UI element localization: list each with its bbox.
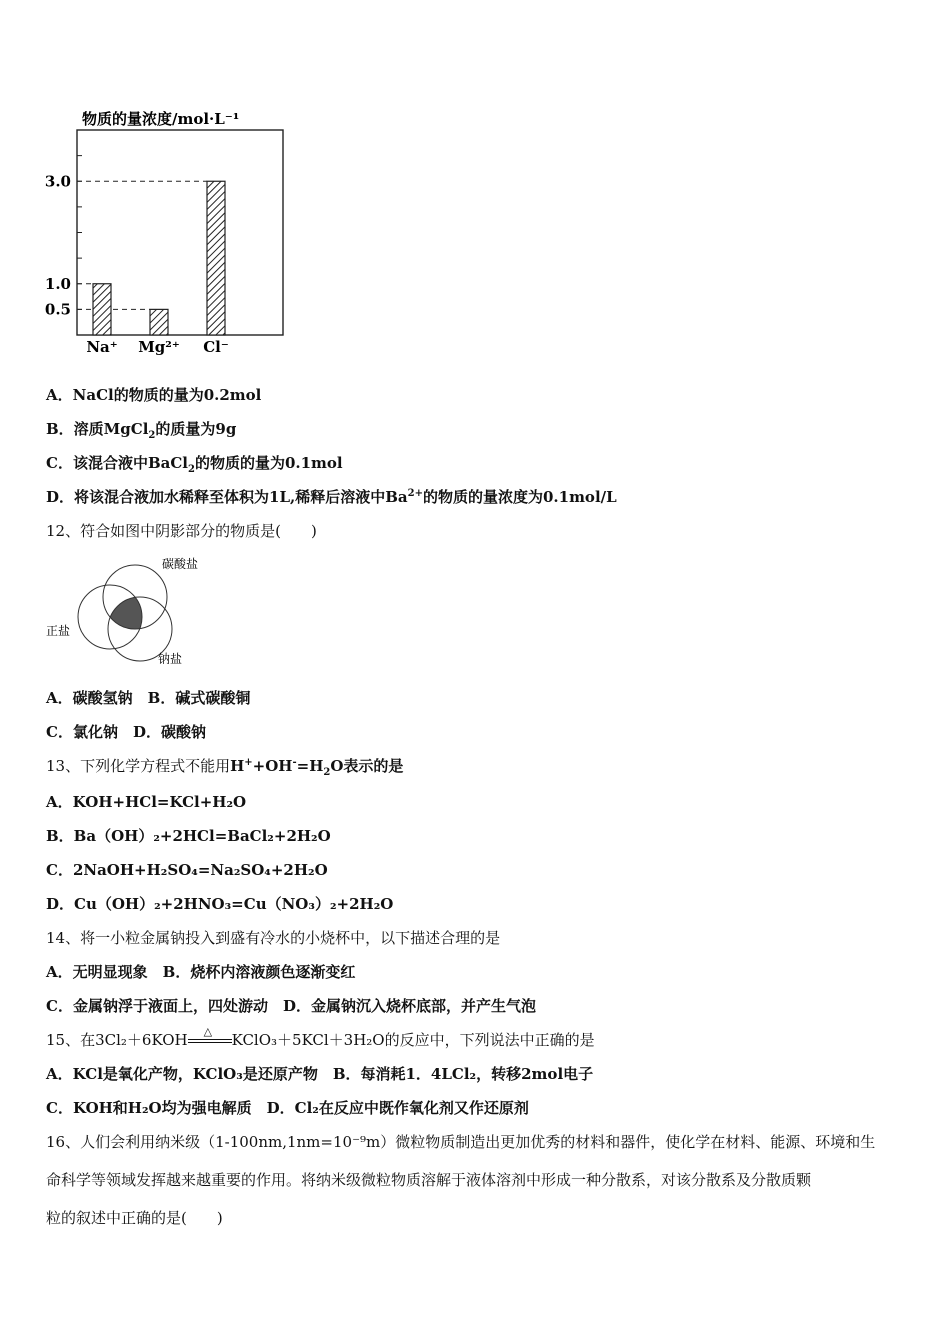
- q15-options-cd: C．KOH和H₂O均为强电解质 D．Cl₂在反应中既作氧化剂又作还原剂: [46, 1099, 529, 1117]
- q16-stem-line2: 命科学等领域发挥越来越重要的作用。将纳米级微粒物质溶解于液体溶剂中形成一种分散系，对该分散系及分散质颗: [46, 1171, 812, 1189]
- q11-option-d: D．将该混合液加水稀释至体积为1L,稀释后溶液中$Ba^{2+}$的物质的量浓度为0.1mol/L: [46, 488, 617, 506]
- x-label-2: Cl⁻: [203, 338, 229, 356]
- q12-options-cd: C．氯化钠 D．碳酸钠: [46, 723, 206, 741]
- chart-title: 物质的量浓度/mol·L⁻¹: [82, 110, 240, 128]
- concentration-bar-chart: [40, 100, 300, 365]
- bars: [93, 181, 225, 335]
- bar-1: [150, 309, 168, 335]
- q16-stem-line3: 粒的叙述中正确的是( ): [46, 1209, 223, 1227]
- y-label: 0.5: [44, 300, 71, 319]
- q13-option-c: C．2NaOH+H₂SO₄=Na₂SO₄+2H₂O: [46, 861, 328, 879]
- q11-option-a: A．NaCl的物质的量为0.2mol: [46, 386, 262, 404]
- venn-label-normal-salt: 正盐: [46, 624, 71, 638]
- q13-option-d: D．Cu（OH）₂+2HNO₃=Cu（NO₃）₂+2H₂O: [46, 895, 394, 913]
- q12-stem: 12、符合如图中阴影部分的物质是( ): [46, 522, 317, 540]
- q15-options-ab: A．KCl是氧化产物，KClO₃是还原产物 B．每消耗1．4LCl₂，转移2mol电子: [46, 1065, 594, 1083]
- y-label: 3.0: [44, 172, 71, 191]
- x-axis-labels: [86, 338, 228, 356]
- venn-diagram: [40, 555, 210, 675]
- q16-stem-line1: 16、人们会利用纳米级（1-100nm,1nm=10⁻⁹m）微粒物质制造出更加优秀的材料和器件，使化学在材料、能源、环境和生: [46, 1133, 876, 1151]
- x-label-0: Na⁺: [86, 338, 118, 356]
- q13-option-a: A．KOH+HCl=KCl+H₂O: [46, 793, 247, 811]
- x-label-1: Mg²⁺: [138, 338, 180, 356]
- q13-option-b: B．Ba（OH）₂+2HCl=BaCl₂+2H₂O: [46, 827, 331, 845]
- q13-stem: 13、下列化学方程式不能用$H^++OH^-=H_2O$表示的是: [46, 757, 404, 778]
- q14-options-cd: C．金属钠浮于液面上，四处游动 D．金属钠沉入烧杯底部，并产生气泡: [46, 997, 536, 1015]
- venn-label-carbonate: 碳酸盐: [162, 557, 199, 571]
- q15-stem: 15、在3Cl₂＋6KOH △ KClO₃＋5KCl＋3H₂O的反应中，下列说法中正确的是: [46, 1025, 595, 1049]
- y-axis-ticks: [77, 156, 82, 310]
- q11-option-c: C．该混合液中BaCl$_2$的物质的量为0.1mol: [46, 454, 343, 475]
- q11-option-b: B．溶质MgCl$_2$的质量为9g: [46, 420, 237, 441]
- y-axis-labels: [45, 172, 71, 318]
- y-label: 1.0: [44, 274, 71, 293]
- q12-options-ab: A．碳酸氢钠 B．碱式碳酸铜: [46, 689, 251, 707]
- heating-arrow: △: [188, 1034, 232, 1048]
- bar-0: [93, 284, 111, 335]
- bar-2: [207, 181, 225, 335]
- venn-label-sodium-salt: 钠盐: [158, 652, 183, 666]
- q14-options-ab: A．无明显现象 B．烧杯内溶液颜色逐渐变红: [46, 963, 356, 981]
- q14-stem: 14、将一小粒金属钠投入到盛有冷水的小烧杯中，以下描述合理的是: [46, 929, 501, 947]
